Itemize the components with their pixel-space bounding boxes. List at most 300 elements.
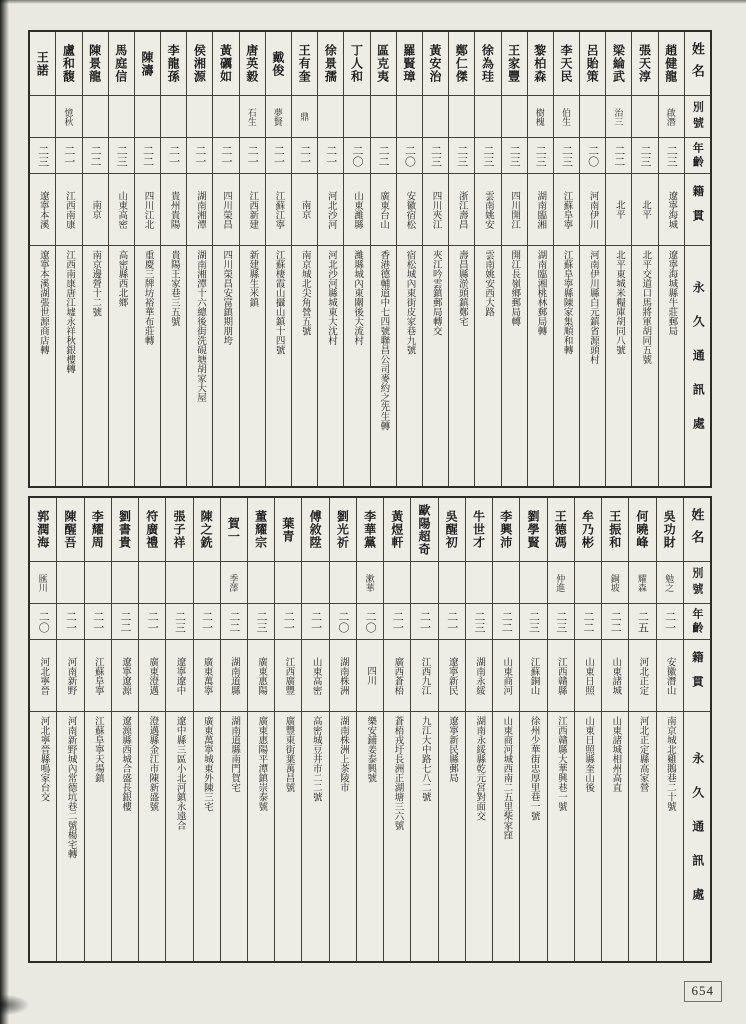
person-name: 盧和馥 xyxy=(56,32,81,96)
person-name: 牟乃彬 xyxy=(575,498,601,562)
person-column xyxy=(410,498,437,961)
person-name: 丁人和 xyxy=(344,32,369,96)
header-age-label: 年齡 xyxy=(685,138,710,174)
person-column xyxy=(579,32,605,486)
person-age: 二一 xyxy=(85,604,111,640)
person-address: 河北沙河縣城東大沈村 xyxy=(325,250,336,345)
person-column xyxy=(474,32,500,486)
person-alias xyxy=(575,562,601,604)
person-address: 江蘇阜寧縣陳家集順和轉 xyxy=(561,250,572,355)
person-age: 二一 xyxy=(439,604,465,640)
person-alias xyxy=(493,562,519,604)
person-name: 賀一 xyxy=(221,498,247,562)
person-age: 二一 xyxy=(384,604,410,640)
person-alias xyxy=(318,96,343,138)
header-alias-label: 別號 xyxy=(685,96,710,138)
person-address: 江西贛縣大華興巷一號 xyxy=(555,716,566,811)
person-column xyxy=(370,32,396,486)
person-address: 北平東城米糧庫胡同八號 xyxy=(614,250,625,355)
person-name: 黃安治 xyxy=(423,32,448,96)
person-name: 王家豐 xyxy=(502,32,527,96)
person-age: 二五 xyxy=(629,604,655,640)
person-native-place: 山東日照 xyxy=(575,640,601,712)
person-address: 香港德輔道中七四號聯昌公司麥約之先生轉 xyxy=(378,250,389,431)
person-name: 符廣禮 xyxy=(139,498,165,562)
header-native-label: 籍貫 xyxy=(684,640,710,712)
person-native-place: 四川開江 xyxy=(502,174,527,246)
person-native-place: 遼寧遼中 xyxy=(166,640,192,712)
person-address: 南京城北尖角營五號 xyxy=(299,250,310,336)
person-age: 二一 xyxy=(56,138,81,174)
person-age: 二二 xyxy=(135,138,160,174)
person-name: 唐英毅 xyxy=(240,32,265,96)
person-alias: 仲進 xyxy=(548,562,574,604)
directory-table-bottom xyxy=(28,496,712,963)
person-age: 二一 xyxy=(161,138,186,174)
person-address: 九江大中路七八二號 xyxy=(419,716,430,802)
person-address: 南京城北雞鵝巷二十號 xyxy=(664,716,675,811)
person-name: 羅賢璋 xyxy=(397,32,422,96)
person-name: 王諾 xyxy=(30,32,55,96)
person-name: 張子祥 xyxy=(166,498,192,562)
person-native-place: 廣東惠陽 xyxy=(248,640,274,712)
person-address: 重慶三牌坊裕華布莊轉 xyxy=(142,250,153,345)
person-name: 葉青 xyxy=(275,498,301,562)
scan-smudge xyxy=(0,994,30,1016)
person-native-place: 江西新建 xyxy=(240,174,265,246)
person-alias: 鼎 xyxy=(292,96,317,138)
person-native-place: 四川榮昌 xyxy=(213,174,238,246)
person-age: 二一 xyxy=(139,604,165,640)
person-address: 江西南康唐江墟永祥秋銀樓轉 xyxy=(64,250,75,374)
person-alias xyxy=(632,96,657,138)
person-column xyxy=(356,498,383,961)
person-age: 二二 xyxy=(606,138,631,174)
person-name: 何曉峰 xyxy=(629,498,655,562)
person-alias: 耀森 xyxy=(629,562,655,604)
person-alias: 漱華 xyxy=(357,562,383,604)
person-name: 李華黨 xyxy=(357,498,383,562)
person-alias xyxy=(439,562,465,604)
person-age: 二一 xyxy=(318,138,343,174)
person-age: 二三 xyxy=(520,604,546,640)
person-age: 二二 xyxy=(493,604,519,640)
person-native-place: 江西南康 xyxy=(56,174,81,246)
person-alias xyxy=(466,562,492,604)
person-name: 郭潤海 xyxy=(30,498,56,562)
person-column xyxy=(291,32,317,486)
person-alias xyxy=(109,96,134,138)
person-address: 樂安鋪姜泰興號 xyxy=(365,716,376,783)
person-address: 遼寧本溪湖張世源商店轉 xyxy=(37,250,48,355)
person-column xyxy=(527,32,553,486)
person-name: 陳醒吾 xyxy=(57,498,83,562)
person-column xyxy=(108,32,134,486)
person-address: 湖南永綏縣乾元宮對面交 xyxy=(474,716,485,821)
person-alias: 勉之 xyxy=(657,562,683,604)
person-name: 張天淳 xyxy=(632,32,657,96)
person-name: 鄭仁傑 xyxy=(449,32,474,96)
person-column xyxy=(658,32,684,486)
person-column xyxy=(186,32,212,486)
person-column xyxy=(265,32,291,486)
person-address: 南京邊營十二號 xyxy=(90,250,101,317)
person-alias xyxy=(344,96,369,138)
person-alias xyxy=(423,96,448,138)
person-name: 馬庭信 xyxy=(109,32,134,96)
person-address: 雲南姚安西大路 xyxy=(483,250,494,317)
person-alias: 匯川 xyxy=(30,562,56,604)
person-address: 湖南道縣南門賀宅 xyxy=(229,716,240,792)
person-age: 二二 xyxy=(83,138,108,174)
page-number: 654 xyxy=(684,981,723,1002)
person-name: 陳濤 xyxy=(135,32,160,96)
person-column xyxy=(193,498,220,961)
person-address: 宿松城內東街皮家巷九號 xyxy=(404,250,415,355)
person-alias: 啟潛 xyxy=(659,96,684,138)
person-name: 黎柏森 xyxy=(528,32,553,96)
person-column xyxy=(343,32,369,486)
person-address: 遼寧海城縣牛莊郵局 xyxy=(666,250,677,336)
person-alias xyxy=(275,562,301,604)
person-address: 澄邁縣金江市陳新盛號 xyxy=(147,716,158,811)
person-name: 區克夷 xyxy=(371,32,396,96)
person-native-place: 四川夾江 xyxy=(423,174,448,246)
person-native-place: 河南伊川 xyxy=(580,174,605,246)
person-name: 梁綸武 xyxy=(606,32,631,96)
person-age: 二一 xyxy=(657,604,683,640)
person-column xyxy=(220,498,247,961)
person-native-place: 遼寧海城 xyxy=(659,174,684,246)
person-address: 河南新野城內常德坑巷二號楊宅轉 xyxy=(65,716,76,859)
person-alias xyxy=(302,562,328,604)
person-name: 吳醒初 xyxy=(439,498,465,562)
person-age: 二一 xyxy=(213,138,238,174)
person-alias xyxy=(371,96,396,138)
person-address: 湖南臨湘桃林郵局轉 xyxy=(535,250,546,336)
scan-edge-left xyxy=(0,0,9,1024)
person-native-place: 南京 xyxy=(292,174,317,246)
person-age: 二一 xyxy=(187,138,212,174)
person-age: 二三 xyxy=(248,604,274,640)
person-column xyxy=(56,498,83,961)
person-column xyxy=(492,498,519,961)
person-alias xyxy=(30,96,55,138)
person-column xyxy=(82,32,108,486)
person-age: 二二 xyxy=(602,604,628,640)
person-address: 廣東萬寧城東外陳三宅 xyxy=(201,716,212,811)
header-address-label: 永久通訊處 xyxy=(691,281,706,451)
person-address: 新建縣生米鎮 xyxy=(247,250,258,307)
person-address: 高密城豆井市二二號 xyxy=(310,716,321,802)
person-native-place: 雲南姚安 xyxy=(475,174,500,246)
person-native-place: 河南新野 xyxy=(57,640,83,712)
person-native-place: 河北正定 xyxy=(629,640,655,712)
person-native-place: 南京 xyxy=(83,174,108,246)
person-name: 李興沛 xyxy=(493,498,519,562)
person-alias xyxy=(187,96,212,138)
person-name: 李龍孫 xyxy=(161,32,186,96)
person-age: 二〇 xyxy=(330,604,356,640)
person-address: 遼源縣西城合盛長銀樓 xyxy=(120,716,131,811)
person-native-place: 北平 xyxy=(606,174,631,246)
header-address-label: 永久通訊處 xyxy=(690,751,705,922)
person-native-place: 江西贛縣 xyxy=(548,640,574,712)
person-name: 劉學賢 xyxy=(520,498,546,562)
person-column xyxy=(656,498,683,961)
person-alias xyxy=(248,562,274,604)
person-native-place: 四川江北 xyxy=(135,174,160,246)
person-address: 蒼梧戎圩長洲正湖塘三六號 xyxy=(392,716,403,830)
person-native-place: 山東高密 xyxy=(302,640,328,712)
person-address: 遼中縣三區小北河鎮永遠合 xyxy=(174,716,185,830)
person-native-place: 湖南永綏 xyxy=(466,640,492,712)
person-alias xyxy=(502,96,527,138)
person-alias xyxy=(384,562,410,604)
person-column xyxy=(212,32,238,486)
person-column xyxy=(438,498,465,961)
person-native-place: 湖南株洲 xyxy=(330,640,356,712)
person-name: 傅敘陞 xyxy=(302,498,328,562)
person-address: 高密縣西北鄉 xyxy=(116,250,127,307)
header-column xyxy=(684,32,710,486)
person-name: 吳功財 xyxy=(657,498,683,562)
person-age: 二一 xyxy=(411,604,437,640)
person-column xyxy=(329,498,356,961)
person-name: 陳景龍 xyxy=(83,32,108,96)
person-alias xyxy=(411,562,437,604)
person-address: 四川榮昌安富鎮期朋垮 xyxy=(221,250,232,345)
person-age: 二一 xyxy=(266,138,291,174)
header-column xyxy=(683,498,710,961)
person-name: 牛世才 xyxy=(466,498,492,562)
person-age: 二三 xyxy=(502,138,527,174)
person-name: 趙健龍 xyxy=(659,32,684,96)
person-alias xyxy=(520,562,546,604)
person-column xyxy=(55,32,81,486)
person-column xyxy=(247,498,274,961)
person-alias xyxy=(475,96,500,138)
person-address: 江蘇阜寧天場鎮 xyxy=(92,716,103,783)
person-native-place: 遼寧遼源 xyxy=(112,640,138,712)
header-name-label: 姓名 xyxy=(685,32,710,96)
person-age: 二三 xyxy=(30,138,55,174)
person-column xyxy=(301,498,328,961)
person-column xyxy=(574,498,601,961)
person-column xyxy=(138,498,165,961)
person-name: 歐陽超奇 xyxy=(411,498,437,562)
person-native-place: 江蘇江寧 xyxy=(266,174,291,246)
person-age: 二三 xyxy=(548,604,574,640)
person-native-place: 浙江壽昌 xyxy=(449,174,474,246)
person-native-place: 山東諸城 xyxy=(602,640,628,712)
person-alias xyxy=(213,96,238,138)
person-native-place: 山東濰縣 xyxy=(344,174,369,246)
person-native-place: 廣東萬寧 xyxy=(194,640,220,712)
person-age: 二三 xyxy=(554,138,579,174)
person-age: 二三 xyxy=(166,604,192,640)
person-address: 夾江吟雲鎮郵局轉交 xyxy=(430,250,441,336)
person-age: 二一 xyxy=(275,604,301,640)
person-name: 王德馮 xyxy=(548,498,574,562)
person-age: 二三 xyxy=(659,138,684,174)
person-name: 陳之銑 xyxy=(194,498,220,562)
person-native-place: 遼寧新民 xyxy=(439,640,465,712)
person-column xyxy=(160,32,186,486)
person-alias xyxy=(57,562,83,604)
person-age: 二三 xyxy=(475,138,500,174)
person-name: 呂貽策 xyxy=(580,32,605,96)
person-column xyxy=(601,498,628,961)
person-address: 山東諸城相州高直 xyxy=(610,716,621,792)
person-alias: 夢賢 xyxy=(266,96,291,138)
person-age: 二一 xyxy=(240,138,265,174)
person-column xyxy=(422,32,448,486)
person-age: 二三 xyxy=(632,138,657,174)
person-column xyxy=(553,32,579,486)
person-column xyxy=(547,498,574,961)
person-age: 二三 xyxy=(528,138,553,174)
person-native-place: 河北沙河 xyxy=(318,174,343,246)
person-native-place: 貴州貴陽 xyxy=(161,174,186,246)
person-age: 二一 xyxy=(194,604,220,640)
person-age: 二三 xyxy=(449,138,474,174)
person-native-place: 安徽潛山 xyxy=(657,640,683,712)
person-alias xyxy=(85,562,111,604)
person-column xyxy=(396,32,422,486)
person-native-place: 江西九江 xyxy=(411,640,437,712)
person-address: 山東商河城西南二五里柴家窪 xyxy=(501,716,512,840)
person-age: 二〇 xyxy=(30,604,56,640)
person-age: 二二 xyxy=(112,604,138,640)
person-alias: 銅坡 xyxy=(602,562,628,604)
person-name: 王有奎 xyxy=(292,32,317,96)
header-native-label: 籍貫 xyxy=(685,174,710,246)
person-name: 劉書貴 xyxy=(112,498,138,562)
person-native-place: 四川 xyxy=(357,640,383,712)
person-alias: 憶秋 xyxy=(56,96,81,138)
person-alias xyxy=(449,96,474,138)
person-name: 王振和 xyxy=(602,498,628,562)
person-native-place: 山東商河 xyxy=(493,640,519,712)
person-native-place: 北平 xyxy=(632,174,657,246)
person-name: 侯湘源 xyxy=(187,32,212,96)
person-native-place: 江蘇銅山 xyxy=(520,640,546,712)
person-native-place: 湖南湘潭 xyxy=(187,174,212,246)
person-age: 二〇 xyxy=(344,138,369,174)
person-age: 二二 xyxy=(221,604,247,640)
person-name: 徐為珪 xyxy=(475,32,500,96)
person-alias xyxy=(580,96,605,138)
person-alias xyxy=(161,96,186,138)
person-address: 貴陽王家巷三五號 xyxy=(168,250,179,326)
person-native-place: 遼寧本溪 xyxy=(30,174,55,246)
person-column xyxy=(631,32,657,486)
person-age: 二一 xyxy=(302,604,328,640)
header-name-label: 姓名 xyxy=(684,498,710,562)
person-address: 湖南湘潭十六總後街洗硯塘胡家大屋 xyxy=(195,250,206,402)
directory-table-top xyxy=(28,30,712,488)
person-address: 河南伊川縣白元鎮省源頭村 xyxy=(587,250,598,364)
person-column xyxy=(274,498,301,961)
person-alias: 石生 xyxy=(240,96,265,138)
person-column xyxy=(111,498,138,961)
person-alias xyxy=(330,562,356,604)
person-alias xyxy=(139,562,165,604)
person-name: 戴俊 xyxy=(266,32,291,96)
person-address: 遼寧新民縣郵局 xyxy=(446,716,457,783)
person-age: 二三 xyxy=(109,138,134,174)
person-address: 河北寧晉縣鳴家台交 xyxy=(38,716,49,802)
person-native-place: 湖南道縣 xyxy=(221,640,247,712)
person-native-place: 湖南臨湘 xyxy=(528,174,553,246)
person-address: 北平交道口馬將軍胡同五號 xyxy=(640,250,651,364)
person-name: 董耀宗 xyxy=(248,498,274,562)
person-name: 劉光祈 xyxy=(330,498,356,562)
person-name: 黃礪如 xyxy=(213,32,238,96)
person-column xyxy=(84,498,111,961)
person-age: 二〇 xyxy=(580,138,605,174)
person-column xyxy=(239,32,265,486)
person-alias xyxy=(135,96,160,138)
person-age: 二二 xyxy=(575,604,601,640)
person-column xyxy=(134,32,160,486)
header-age-label: 年齡 xyxy=(684,604,710,640)
person-native-place: 廣東台山 xyxy=(371,174,396,246)
person-column xyxy=(383,498,410,961)
person-address: 江蘇棲霞山攝山鎮十四號 xyxy=(273,250,284,355)
person-age: 二二 xyxy=(371,138,396,174)
person-address: 徐州少華街忠厚里巷一號 xyxy=(528,716,539,821)
person-address: 湖南株洲上茶陵市 xyxy=(338,716,349,792)
person-native-place: 廣東澄邁 xyxy=(139,640,165,712)
person-alias xyxy=(166,562,192,604)
person-native-place: 安徽宿松 xyxy=(397,174,422,246)
person-column xyxy=(519,498,546,961)
person-native-place: 廣西蒼梧 xyxy=(384,640,410,712)
person-age: 二三 xyxy=(466,604,492,640)
person-age: 二一 xyxy=(292,138,317,174)
person-address: 壽昌縣淤頭鎮鄭宅 xyxy=(456,250,467,326)
person-column xyxy=(165,498,192,961)
person-address: 廣東惠陽平潭鎮崇泰號 xyxy=(256,716,267,811)
person-column xyxy=(465,498,492,961)
header-alias-label: 別號 xyxy=(684,562,710,604)
person-alias: 治三 xyxy=(606,96,631,138)
person-age: 二〇 xyxy=(357,604,383,640)
person-column xyxy=(30,498,56,961)
person-alias xyxy=(397,96,422,138)
person-alias: 伯生 xyxy=(554,96,579,138)
person-column xyxy=(501,32,527,486)
person-native-place: 江蘇阜寧 xyxy=(554,174,579,246)
person-name: 李耀周 xyxy=(85,498,111,562)
person-column xyxy=(30,32,55,486)
person-address: 廣豐東街葉萬昌號 xyxy=(283,716,294,792)
person-column xyxy=(448,32,474,486)
person-age: 二一 xyxy=(57,604,83,640)
person-alias: 樹槐 xyxy=(528,96,553,138)
person-alias xyxy=(83,96,108,138)
person-native-place: 江蘇阜寧 xyxy=(85,640,111,712)
person-address: 山東日照縣奎山後 xyxy=(583,716,594,792)
person-column xyxy=(317,32,343,486)
scan-edge-top xyxy=(0,0,746,4)
person-name: 李天民 xyxy=(554,32,579,96)
person-alias xyxy=(112,562,138,604)
person-alias: 季澤 xyxy=(221,562,247,604)
person-age: 二三 xyxy=(423,138,448,174)
